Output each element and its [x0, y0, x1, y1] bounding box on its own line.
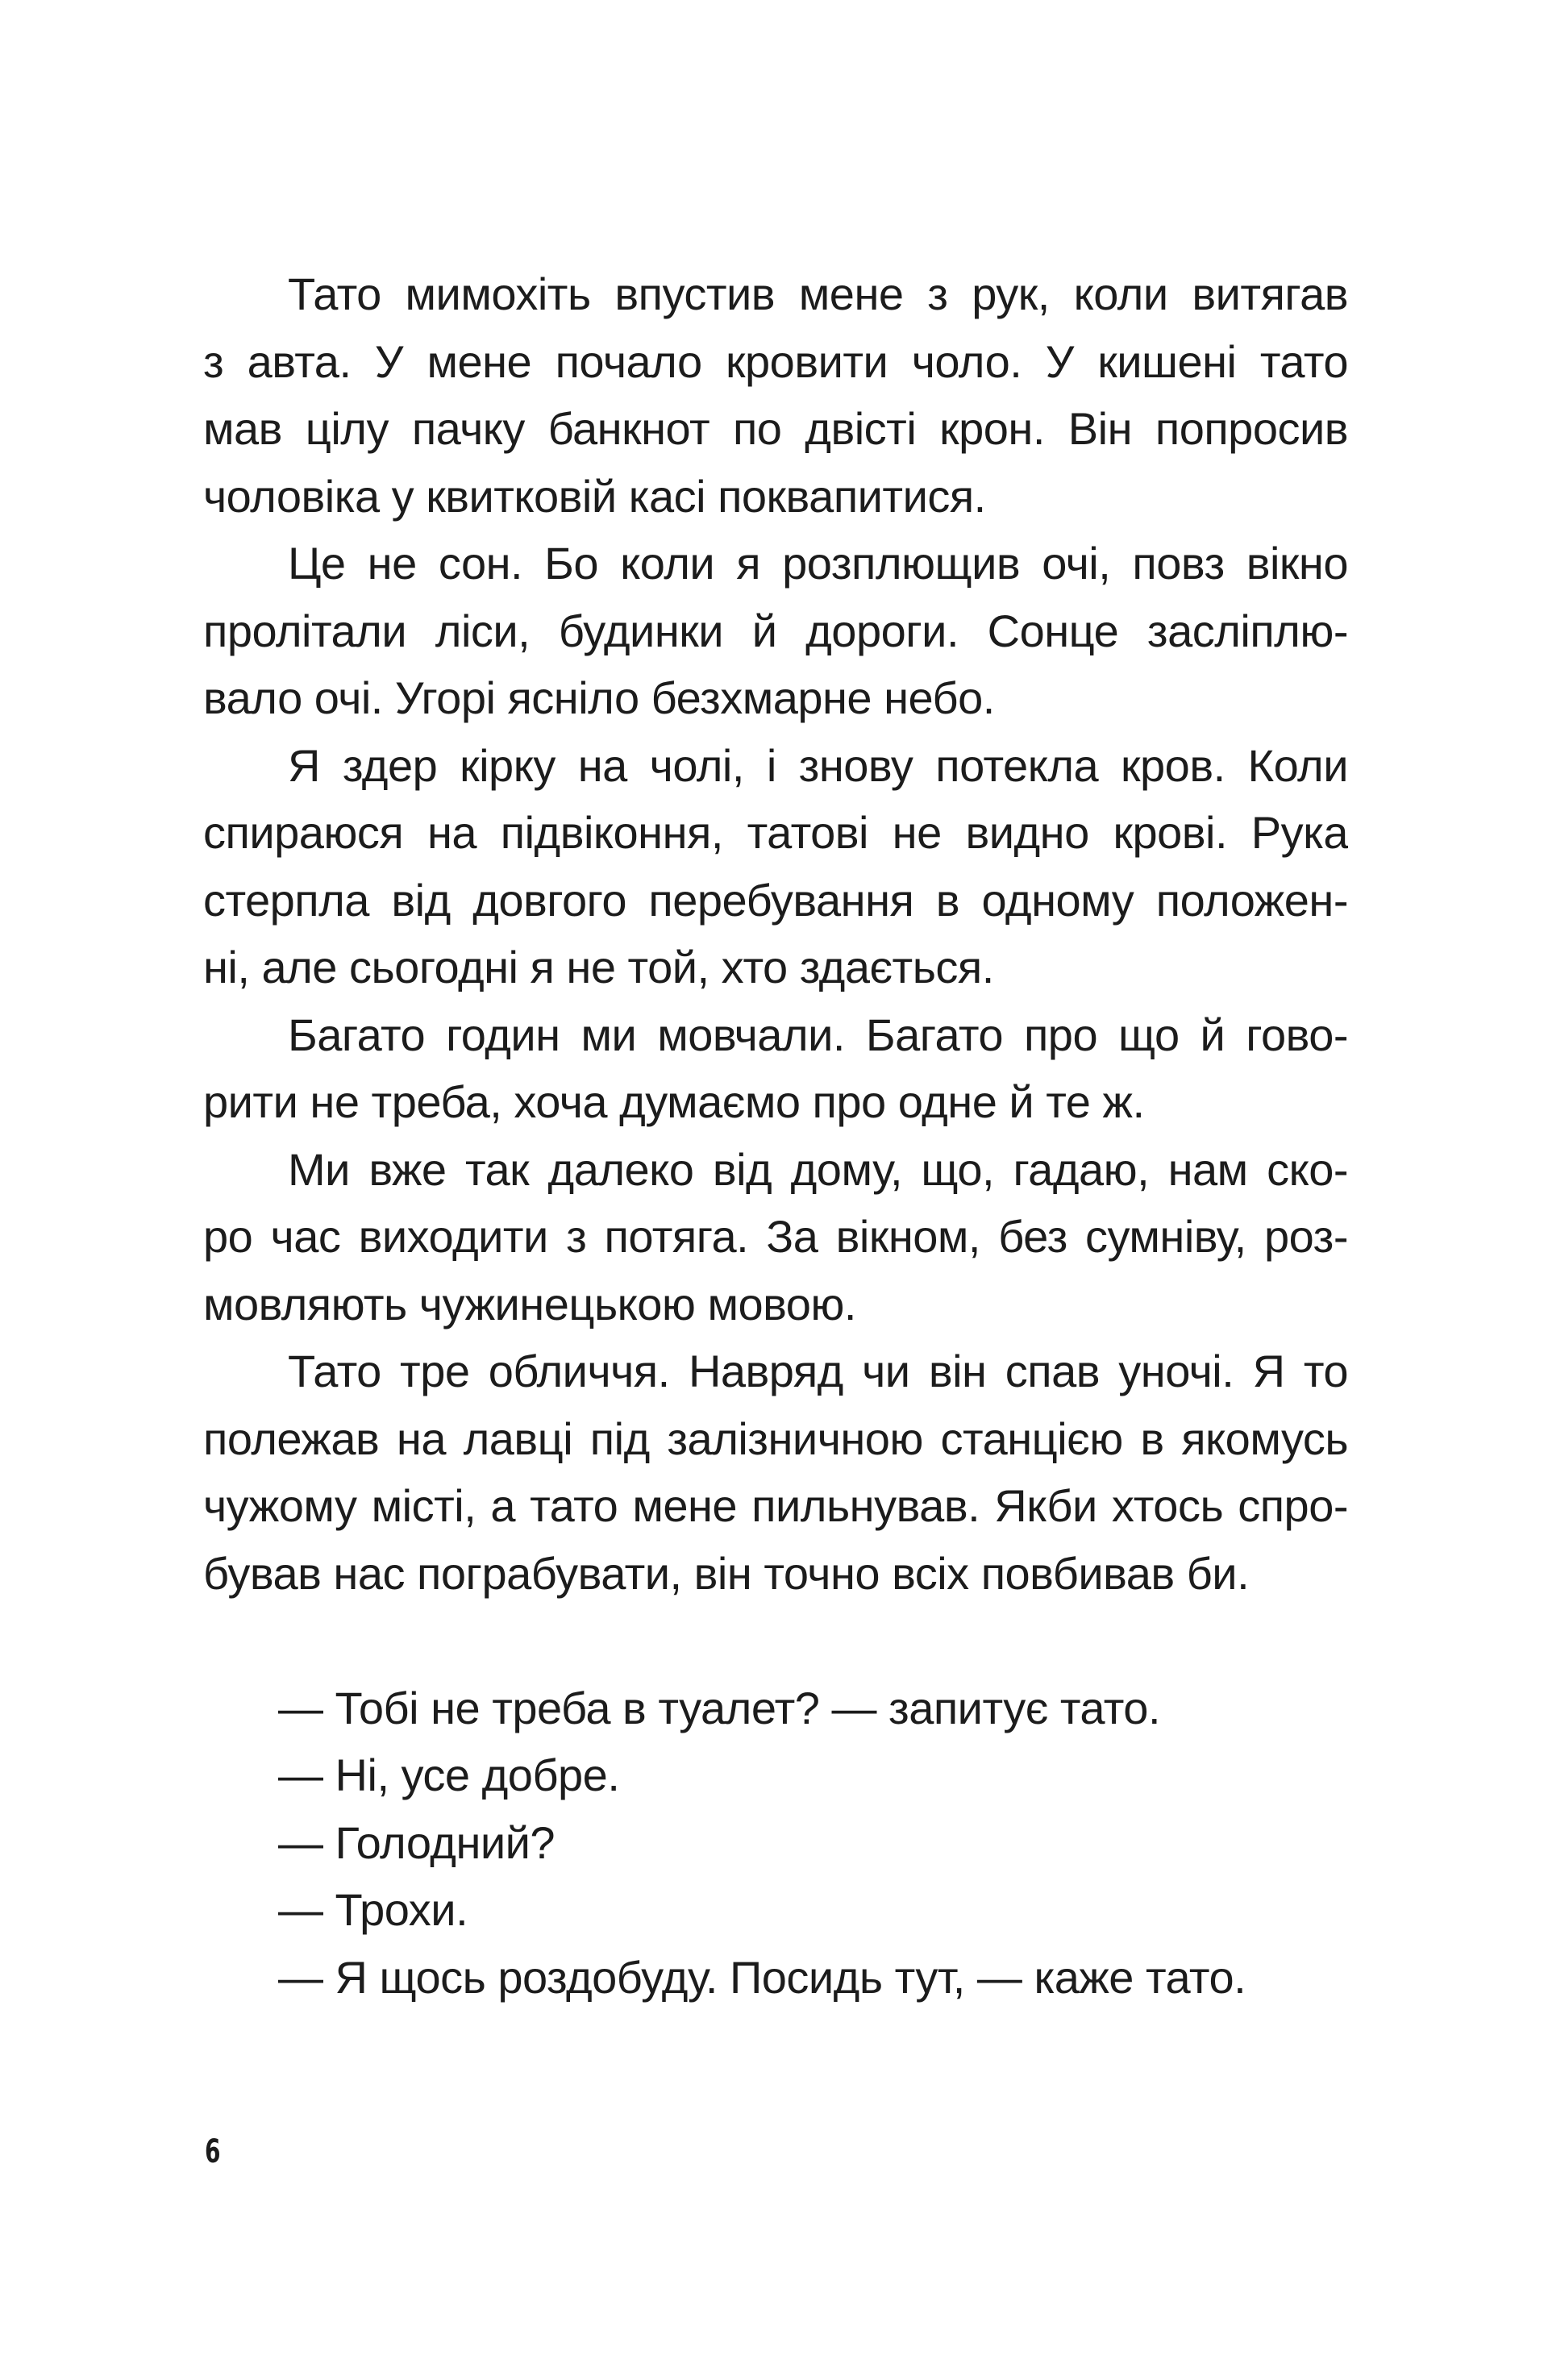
paragraph	[203, 530, 1348, 732]
paragraph	[203, 732, 1348, 1001]
text-line: чужому місті, а тато мене пильнував. Якби хтось спро-	[203, 1480, 1348, 1531]
page-number: 6	[205, 2133, 221, 2170]
text-line: чоловіка у квитковій касі поквапитися.	[203, 470, 986, 522]
text-line: Багато годин ми мовчали. Багато про що й гово-	[288, 1009, 1348, 1060]
dialogue-line: — Я щось роздобуду. Посидь тут, — каже тато.	[278, 1951, 1246, 2003]
text-line: Тато тре обличчя. Навряд чи він спав уночі. Я то	[288, 1346, 1348, 1396]
text-line: стерпла від довгого перебування в одному положен-	[203, 874, 1348, 926]
body-text	[203, 260, 1348, 2011]
text-line: бував нас пограбувати, він точно всіх повбивав би.	[203, 1547, 1250, 1599]
text-line: ні, але сьогодні я не той, хто здається.	[203, 942, 994, 992]
dialogue-line: — Тобі не треба в туалет? — запитує тато.	[278, 1682, 1161, 1733]
text-line: полежав на лавці під залізничною станцією в якомусь	[203, 1413, 1348, 1464]
dialogue	[203, 1675, 1348, 2012]
text-line: вало очі. Угорі ясніло безхмарне небо.	[203, 672, 995, 723]
text-line: пролітали ліси, будинки й дороги. Сонце засліплю-	[203, 605, 1348, 656]
paragraph	[203, 1136, 1348, 1338]
text-line: ро час виходити з потяга. За вікном, без сумніву, роз-	[203, 1211, 1348, 1262]
text-line: рити не треба, хоча думаємо про одне й те ж.	[203, 1076, 1145, 1127]
text-line: спираюся на підвіконня, татові не видно крові. Рука	[203, 807, 1348, 858]
paragraph	[203, 1001, 1348, 1136]
text-line: Це не сон. Бо коли я розплющив очі, повз вікно	[288, 538, 1348, 589]
dialogue-line: — Голодний?	[278, 1816, 556, 1868]
text-line: мовляють чужинецькою мовою.	[203, 1278, 856, 1329]
section-gap	[203, 1607, 1348, 1675]
paragraph	[203, 1338, 1348, 1607]
text-line: мав цілу пачку банкнот по двісті крон. Він попросив	[203, 403, 1348, 454]
text-line: з авта. У мене почало кровити чоло. У кишені тато	[203, 335, 1348, 387]
dialogue-line: — Ні, усе добре.	[278, 1750, 620, 1800]
paragraph	[203, 260, 1348, 530]
text-line: Ми вже так далеко від дому, що, гадаю, нам ско-	[288, 1143, 1348, 1195]
text-line: Я здер кірку на чолі, і знову потекла кров. Коли	[288, 739, 1348, 791]
text-line: Тато мимохіть впустив мене з рук, коли витягав	[288, 268, 1348, 319]
dialogue-line: — Трохи.	[278, 1884, 468, 1935]
